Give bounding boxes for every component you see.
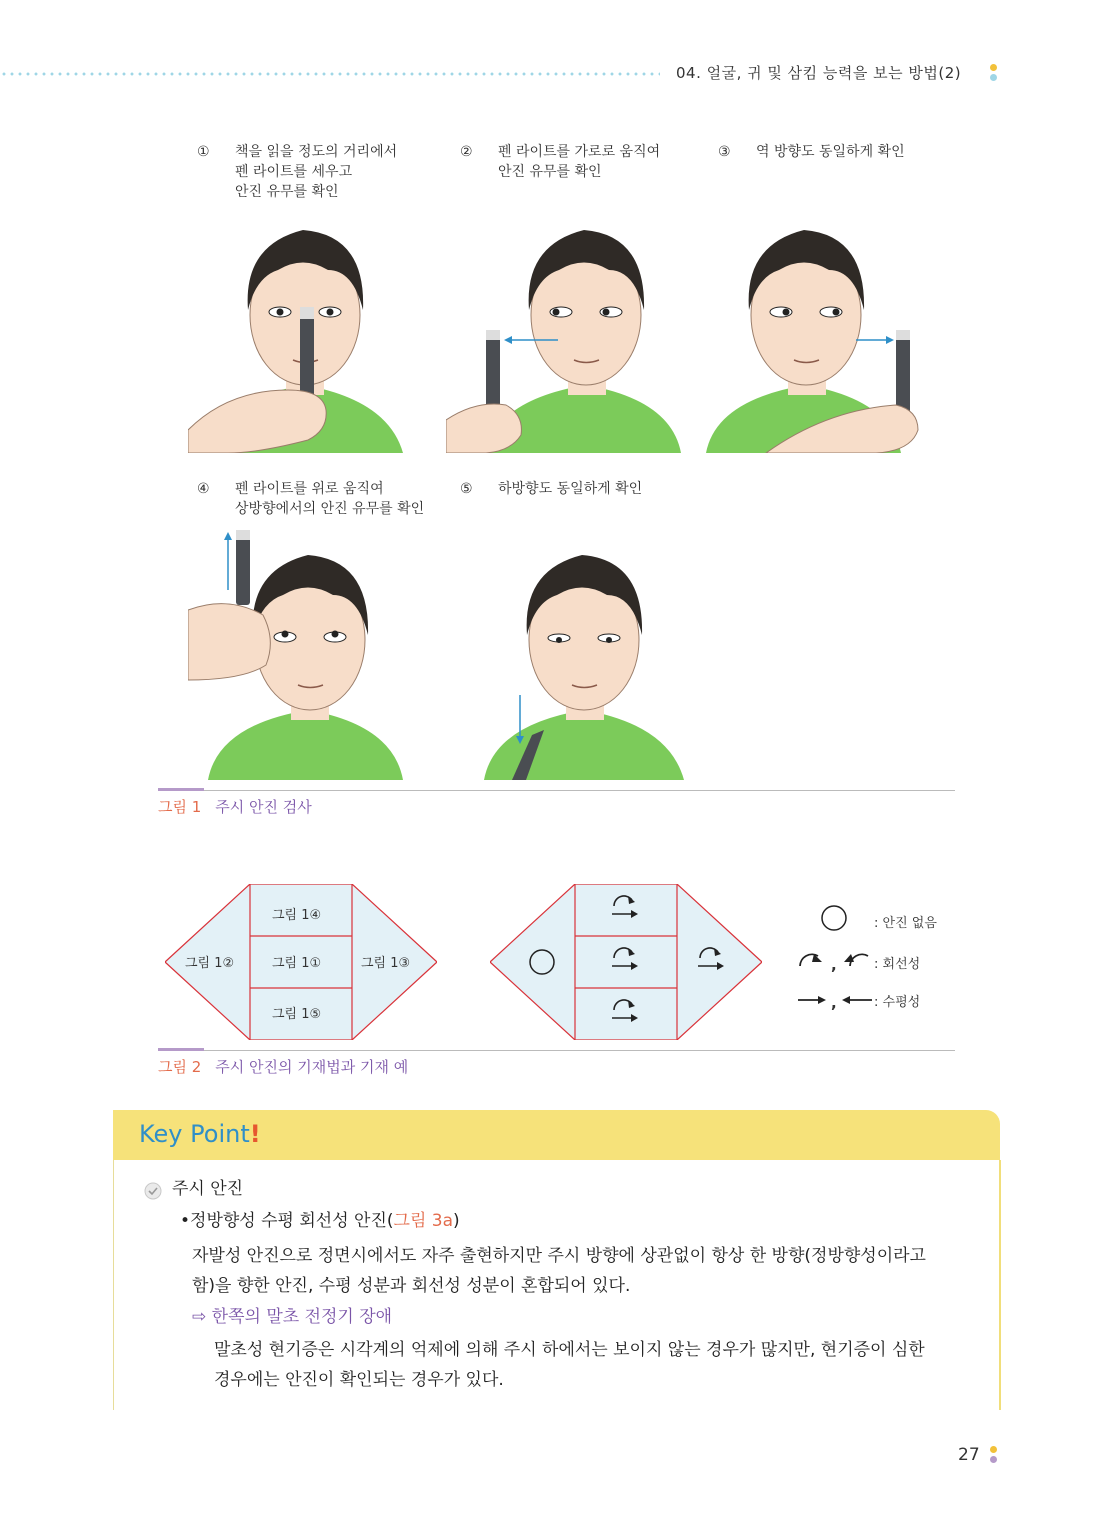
figure1-caption-title: 주시 안진 검사: [215, 798, 312, 816]
key-point-bang: !: [249, 1120, 261, 1148]
check-icon: [144, 1182, 162, 1200]
cell-center: 그림 1①: [272, 956, 322, 971]
step-caption-4: [197, 479, 457, 523]
legend-separator-horizontal: ,: [831, 994, 837, 1012]
header-title: 04. 얼굴, 귀 및 삼킴 능력을 보는 방법(2): [676, 64, 962, 82]
cell-right: 그림 1③: [361, 956, 411, 971]
step-number: ①: [197, 144, 210, 160]
key-point-box: [113, 1110, 1000, 1410]
step-number: ②: [460, 144, 473, 160]
exam-illustration-4: [188, 530, 428, 780]
step-caption-1: [197, 142, 437, 206]
figure1-caption: [158, 796, 312, 817]
key-point-title: [139, 1120, 261, 1148]
key-point-subheading: [192, 1303, 392, 1332]
key-point-bullet: [180, 1207, 460, 1236]
figure1-rule: [158, 790, 955, 791]
legend-rotatory: : 회선성: [874, 957, 921, 972]
figure2-example-diagram: [490, 884, 762, 1040]
exam-illustration-2: [446, 215, 688, 453]
cell-left: 그림 1②: [185, 956, 235, 971]
figure2-caption: [158, 1056, 408, 1077]
cell-top: 그림 1④: [272, 908, 322, 923]
step-text: 펜 라이트를 가로로 움직여 안진 유무를 확인: [498, 144, 661, 180]
key-point-para1-line1: 자발성 안진으로 정면시에서도 자주 출현하지만 주시 방향에 상관없이 항상 한 방향(정방향성이라고: [192, 1246, 926, 1266]
exam-illustration-3: [706, 215, 924, 453]
page-number: 27: [958, 1445, 980, 1465]
figure1-rule-accent: [158, 788, 204, 791]
bullet-figure-ref: 그림 3a: [393, 1211, 453, 1231]
step-number: ⑤: [460, 481, 473, 497]
footer-dots-icon: [990, 1446, 998, 1466]
key-point-para1-line2: 함)을 향한 안진, 수평 성분과 회선성 성분이 혼합되어 있다.: [192, 1276, 631, 1296]
bullet-text: •정방향성 수평 회선성 안진(: [180, 1211, 394, 1231]
figure2-caption-label: 그림 2: [158, 1058, 202, 1076]
key-point-topic: 주시 안진: [172, 1179, 244, 1199]
step-text: 펜 라이트를 위로 움직여 상방향에서의 안진 유무를 확인: [235, 481, 425, 517]
key-point-body: [113, 1160, 1001, 1410]
key-point-header: [113, 1110, 1000, 1160]
figure2-rule: [158, 1050, 955, 1051]
step-text: 역 방향도 동일하게 확인: [756, 144, 905, 160]
key-point-para2-line2: 경우에는 안진이 확인되는 경우가 있다.: [214, 1370, 504, 1390]
step-text: 하방향도 동일하게 확인: [498, 481, 643, 497]
header-dots-icon: [990, 64, 998, 84]
exam-illustration-5: [484, 550, 688, 780]
step-text: 책을 읽을 정도의 거리에서 펜 라이트를 세우고 안진 유무를 확인: [235, 144, 398, 200]
step-caption-3: [718, 142, 958, 166]
bullet-end: ): [453, 1211, 460, 1231]
legend-separator-rotary: ,: [831, 956, 837, 974]
figure1-caption-label: 그림 1: [158, 798, 202, 816]
header-dotted-line: [0, 72, 660, 76]
exam-illustration-1: [188, 215, 420, 453]
key-point-para2-line1: 말초성 현기증은 시각계의 억제에 의해 주시 하에서는 보이지 않는 경우가 많지만, 현기증이 심한: [214, 1340, 925, 1360]
legend-no-nystagmus: : 안진 없음: [874, 916, 937, 931]
legend-horizontal: : 수평성: [874, 995, 921, 1010]
figure2-caption-title: 주시 안진의 기재법과 기재 예: [215, 1058, 409, 1076]
figure2-rule-accent: [158, 1048, 204, 1051]
step-number: ④: [197, 481, 210, 497]
key-point-title-text: Key Point: [139, 1120, 250, 1148]
step-caption-5: [460, 479, 700, 503]
subheading-text: 한쪽의 말초 전정기 장애: [211, 1307, 393, 1327]
step-caption-2: [460, 142, 700, 186]
step-number: ③: [718, 144, 731, 160]
arrow-icon: ⇨: [192, 1307, 207, 1327]
cell-bottom: 그림 1⑤: [272, 1007, 322, 1022]
